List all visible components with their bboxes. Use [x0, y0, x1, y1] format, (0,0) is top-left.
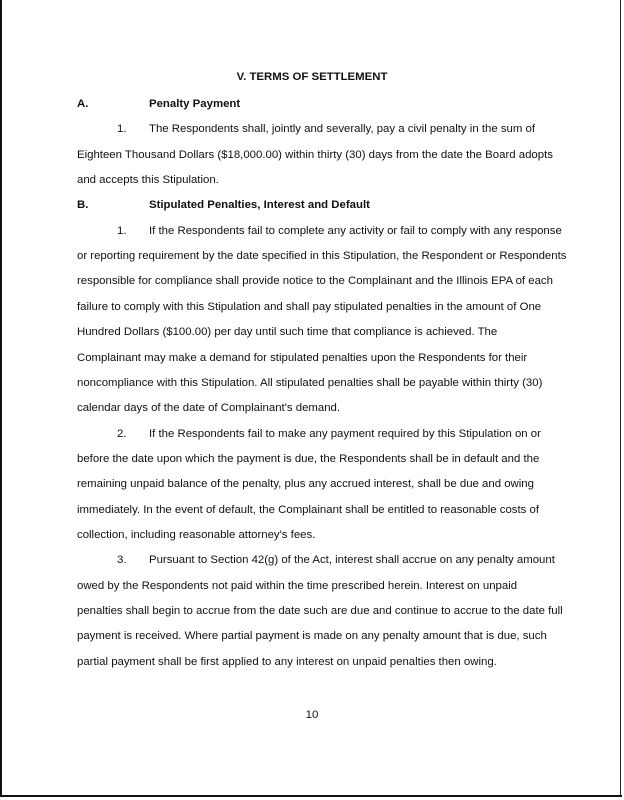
- paragraph-line: [77, 579, 517, 593]
- paragraph-text: payment is received. Where partial payment is made on any penalty amount that is due, such: [77, 630, 547, 643]
- paragraph-line: [77, 452, 539, 466]
- paragraph-line: [77, 173, 219, 187]
- paragraph-text: remaining unpaid balance of the penalty, plus any accrued interest, shall be due and owing: [77, 478, 534, 491]
- scan-border-left: [0, 0, 2, 797]
- paragraph-text: owed by the Respondents not paid within the time prescribed herein. Interest on unpaid: [77, 579, 518, 592]
- section-heading-text: Penalty Payment: [149, 98, 241, 110]
- paragraph-text: and accepts this Stipulation.: [77, 174, 219, 187]
- paragraph-text: noncompliance with this Stipulation. All stipulated penalties shall be payable within thirty (30): [77, 376, 543, 389]
- paragraph-line: [77, 300, 541, 314]
- paragraph-line: [77, 553, 555, 567]
- paragraph-text: failure to comply with this Stipulation and shall pay stipulated penalties in the amount of One: [77, 300, 542, 313]
- paragraph-line: [77, 148, 553, 162]
- paragraph-line: [77, 351, 527, 365]
- paragraph-line: [77, 122, 535, 136]
- paragraph-number: 1.: [117, 224, 127, 237]
- paragraph-text: before the date upon which the payment is due, the Respondents shall be in default and the: [77, 452, 540, 465]
- paragraph-text: If the Respondents fail to make any payment required by this Stipulation on or: [149, 427, 541, 440]
- paragraph-line: [77, 503, 539, 517]
- section-label: B.: [77, 199, 89, 212]
- paragraph-line: [77, 376, 542, 390]
- section-heading: [77, 198, 370, 212]
- paragraph-text: Hundred Dollars ($100.00) per day until such time that compliance is achieved. The: [77, 326, 498, 339]
- paragraph-line: [77, 401, 340, 415]
- section-heading-text: Stipulated Penalties, Interest and Default: [149, 199, 370, 212]
- paragraph-line: [77, 325, 497, 339]
- scan-border-bottom: [0, 795, 622, 797]
- page-number: 10: [305, 709, 319, 721]
- paragraph-line: [77, 274, 553, 288]
- paragraph-line: [77, 477, 534, 491]
- scan-border-right: [620, 0, 621, 797]
- section-title: V. TERMS OF SETTLEMENT: [236, 71, 388, 83]
- paragraph-text: penalties shall begin to accrue from the date such are due and continue to accrue to the date full: [77, 605, 563, 617]
- paragraph-number: 2.: [117, 427, 127, 440]
- paragraph-text: collection, including reasonable attorney's fees.: [77, 528, 316, 541]
- paragraph-text: Pursuant to Section 42(g) of the Act, interest shall accrue on any penalty amount: [149, 554, 555, 567]
- paragraph-line: [77, 604, 563, 618]
- paragraph-text: immediately. In the event of default, the Complainant shall be entitled to reasonable costs of: [77, 503, 540, 516]
- paragraph-text: calendar days of the date of Complainant's demand.: [77, 402, 341, 415]
- paragraph-text: responsible for compliance shall provide notice to the Complainant and the Illinois EPA of each: [77, 275, 553, 288]
- section-heading: [77, 97, 240, 111]
- paragraph-text: Eighteen Thousand Dollars ($18,000.00) within thirty (30) days from the date the Board adopts: [77, 148, 553, 161]
- paragraph-text: Complainant may make a demand for stipulated penalties upon the Respondents for their: [77, 351, 528, 364]
- paragraph-line: [77, 249, 566, 263]
- paragraph-line: [77, 655, 497, 669]
- paragraph-text: partial payment shall be first applied to any interest on unpaid penalties then owing.: [77, 655, 497, 668]
- paragraph-line: [77, 528, 315, 542]
- paragraph-text: The Respondents shall, jointly and severally, pay a civil penalty in the sum of: [149, 123, 536, 136]
- paragraph-text: or reporting requirement by the date specified in this Stipulation, the Respondent or Respondents: [77, 250, 567, 263]
- paragraph-line: [77, 427, 541, 441]
- paragraph-line: [77, 224, 562, 238]
- paragraph-number: 3.: [117, 554, 127, 567]
- section-label: A.: [77, 98, 89, 110]
- paragraph-number: 1.: [117, 123, 127, 136]
- paragraph-line: [77, 629, 547, 643]
- paragraph-text: If the Respondents fail to complete any activity or fail to comply with any response: [149, 224, 562, 237]
